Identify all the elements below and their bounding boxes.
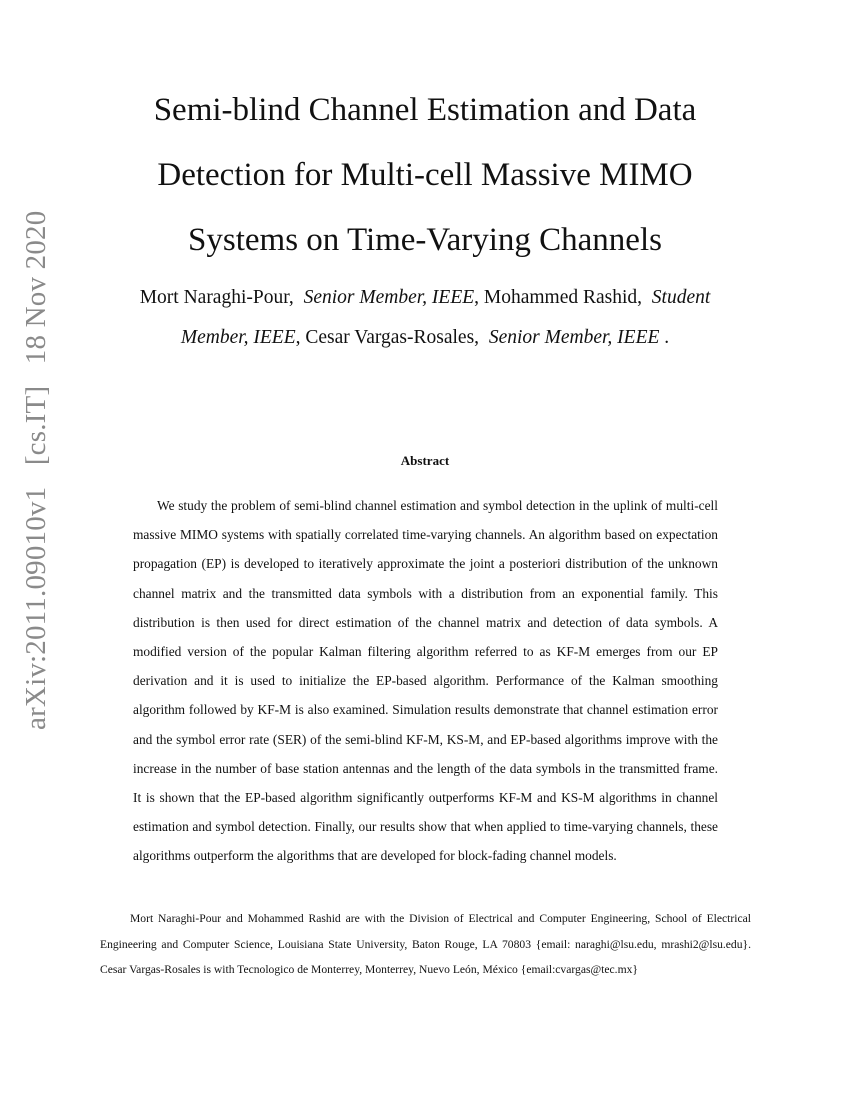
author-line-2 xyxy=(110,318,740,358)
arxiv-id: arXiv:2011.09010v1 xyxy=(20,486,52,730)
paper-title xyxy=(100,78,750,273)
author-role: Senior Member, IEEE xyxy=(303,287,475,308)
author-line-end: . xyxy=(659,327,670,348)
author-name: Mort Naraghi-Pour, xyxy=(139,287,294,308)
arxiv-stamp xyxy=(16,210,56,730)
arxiv-category: [cs.IT] xyxy=(20,385,52,466)
title-line-1: Semi-blind Channel Estimation and Data xyxy=(153,92,697,128)
arxiv-date: 18 Nov 2020 xyxy=(20,210,52,365)
title-line-2: Detection for Multi-cell Massive MIMO xyxy=(157,157,693,193)
affiliation-footnote: Mort Naraghi-Pour and Mohammed Rashid are with the Division of Electrical and Computer Engineering, School of Electrical Engineering and Computer Science, Louisiana State University, Baton Rouge, LA 70803 {email: naraghi@lsu.edu, mrashi2@lsu.edu}. Cesar Vargas-Rosales is with Tecnologico de Monterrey, Monterrey, Nuevo León, México {email:cvargas@tec.mx} xyxy=(100,912,751,976)
author-role: Student xyxy=(651,287,711,308)
author-role: Senior Member, IEEE xyxy=(488,327,660,348)
author-name: , Mohammed Rashid, xyxy=(474,287,643,308)
author-list xyxy=(110,278,740,358)
abstract-heading: Abstract xyxy=(400,453,450,468)
author-line-1 xyxy=(110,278,740,318)
abstract-text: We study the problem of semi-blind channel estimation and symbol detection in the uplink of multi-cell massive MIMO systems with spatially correlated time-varying channels. An algorithm based on expectation propagation (EP) is developed to iteratively approximate the joint a posteriori distribution of the unknown channel matrix and the transmitted data symbols with a distribution from an exponential family. This distribution is then used for direct estimation of the channel matrix and detection of data symbols. A modified version of the popular Kalman filtering algorithm referred to as KF-M emerges from our EP derivation and it is used to initialize the EP-based algorithm. Performance of the Kalman smoothing algorithm followed by KF-M is also examined. Simulation results demonstrate that channel estimation error and the symbol error rate (SER) of the semi-blind KF-M, KS-M, and EP-based algorithms improve with the increase in the number of base station antennas and the length of the data symbols in the transmitted frame. It is shown that the EP-based algorithm significantly outperforms KF-M and KS-M algorithms in channel estimation and symbol detection. Finally, our results show that when applied to time-varying channels, these algorithms outperform the algorithms that are developed for block-fading channel models. xyxy=(133,498,718,864)
author-role: Member, IEEE xyxy=(180,327,296,348)
author-name: , Cesar Vargas-Rosales, xyxy=(295,327,480,348)
title-line-3: Systems on Time-Varying Channels xyxy=(188,222,662,258)
